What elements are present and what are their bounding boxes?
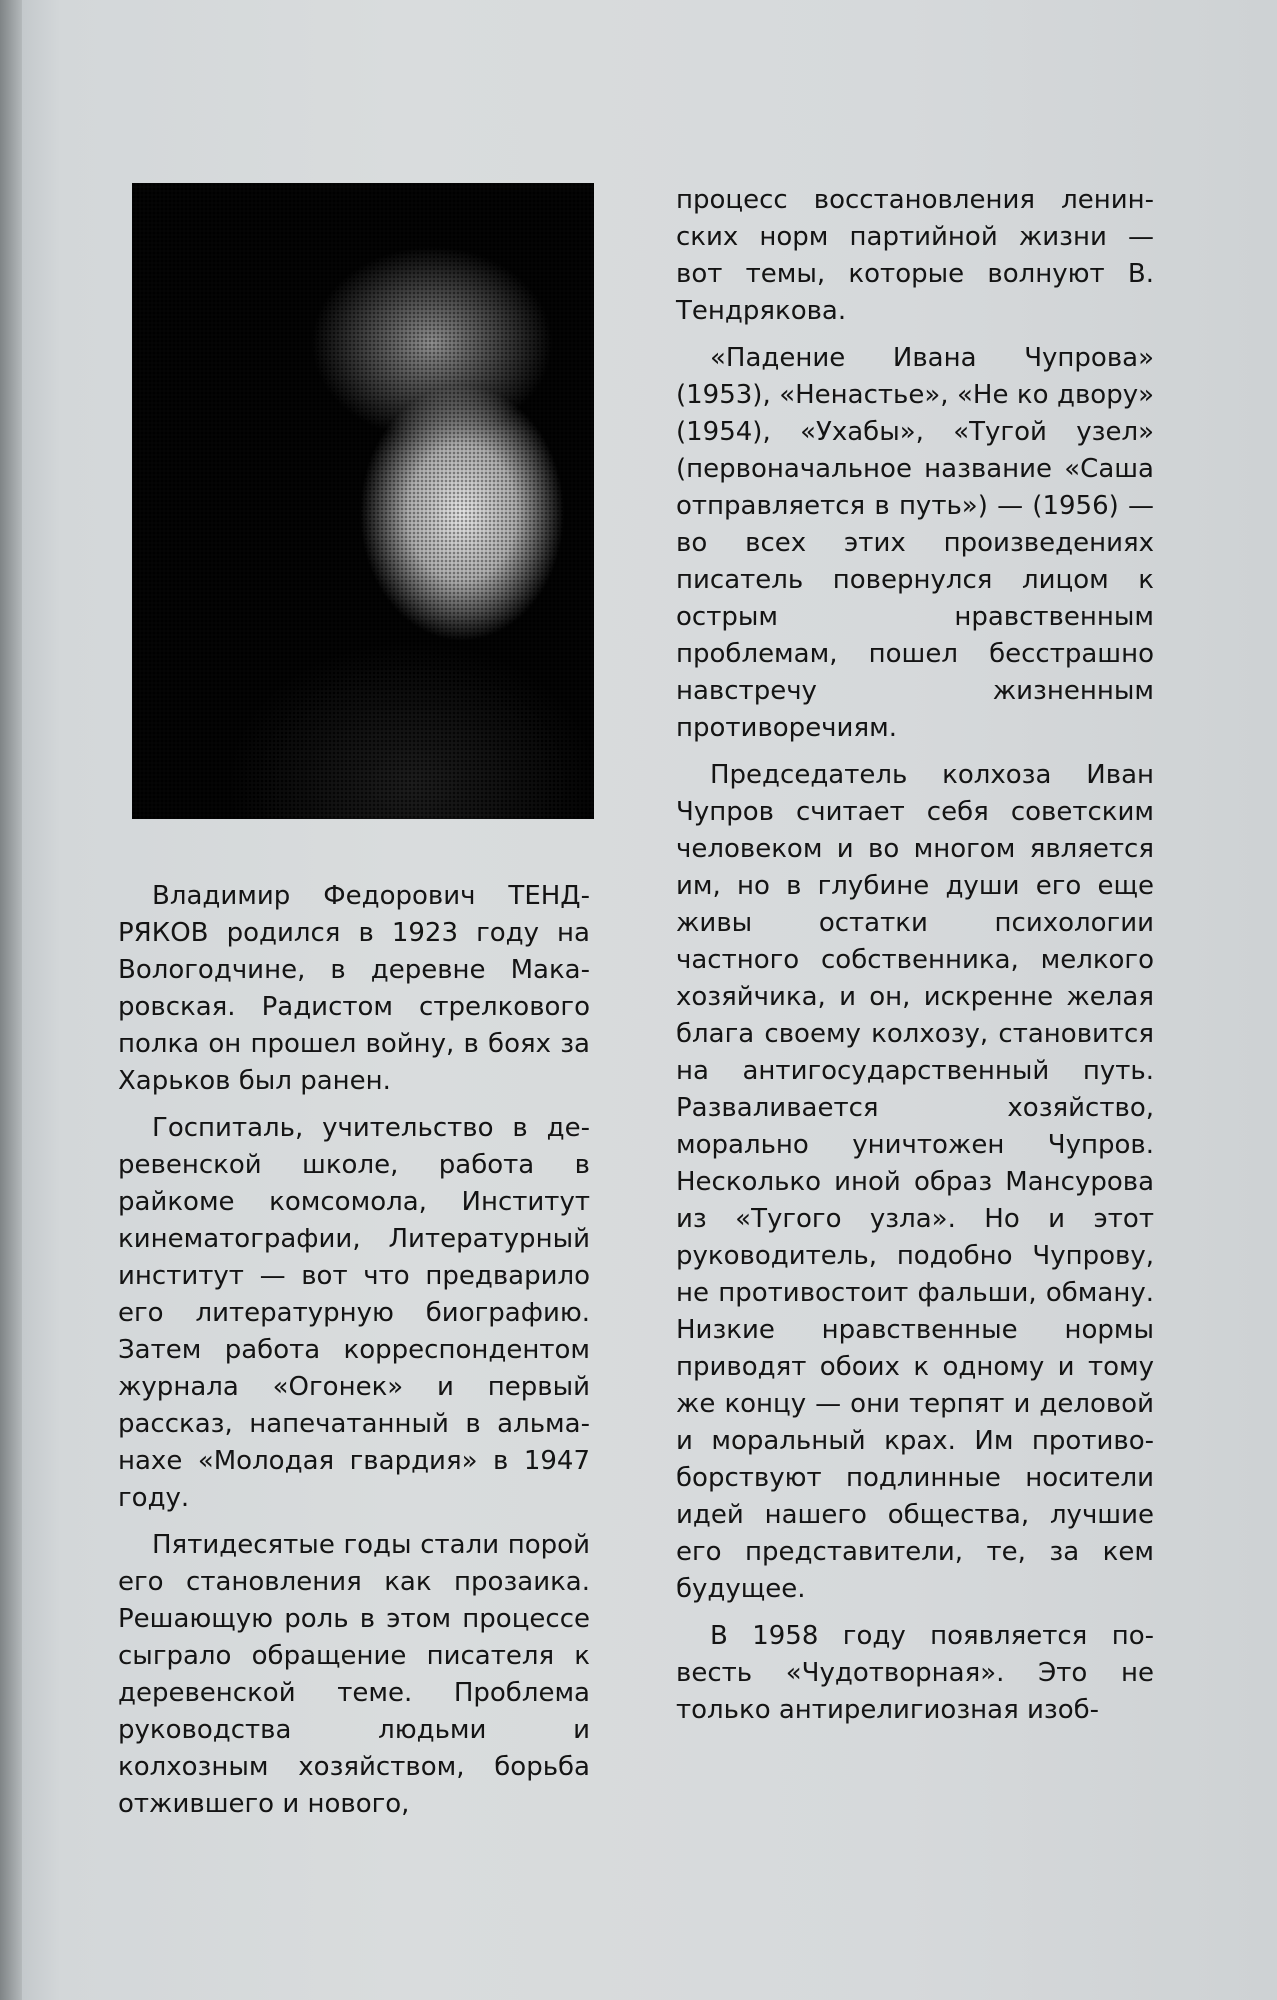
paragraph-fifties: Пятидесятые годы стали порой его становления как прозаика. Решающую роль в этом процессе сыграло обращение писателя к деревенской теме. Проблема руководства людьми и колхозным хозяйством, борьба отжившего и нового,: [118, 1530, 590, 1819]
paragraph-chuprov: Председатель колхоза Иван Чупров считает себя советским человеком и во многом является им, но в глубине души его еще живы остатки психологии частного собственника, мелкого хозяйчика, и он, искренне желая блага своему колхозу, становится на антигосударственный путь. Разваливается хозяйство, морально уничтожен Чупров. Несколько иной образ Мансурова из «Тугого узла». Но и этот руководитель, подобно Чупрову, не противостоит фальши, обману. Низкие нравственные нормы приводят обоих к одному и тому же концу — они терпят и деловой и моральный крах. Им противоборствуют подлинные носители идей нашего общества, лучшие его представители, те, за кем будущее.: [676, 760, 1154, 1604]
paragraph-biography: Владимир Федорович ТЕНДРЯКОВ родился в 1923 году на Вологодчине, в деревне Макаровская. Радистом стрелкового полка он прошел войну, в боях за Харьков был ранен.: [118, 881, 590, 1096]
paragraph-works-list: «Падение Ивана Чупрова» (1953), «Ненастье», «Не ко двору» (1954), «Ухабы», «Тугой узел» (первоначальное название «Саша отправляется в путь») — (1956) — во всех этих произведениях писатель повернулся лицом к острым нравственным проблемам, пошел бесстрашно навстречу жизненным противоречиям.: [676, 343, 1154, 743]
page-binding-shadow: [0, 0, 22, 2000]
paragraph-continuation: процесс восстановления ленинских норм партийной жизни — вот темы, которые волнуют В. Тендрякова.: [676, 185, 1154, 326]
author-portrait-photo: [132, 183, 594, 819]
paragraph-early-career: Госпиталь, учительство в деревенской школе, работа в райкоме комсомола, Институт кинематографии, Литературный институт — вот что предварило его литературную биографию. Затем работа корреспондентом журнала «Огонек» и первый рассказ, напечатанный в альманахе «Молодая гвардия» в 1947 году.: [118, 1113, 590, 1513]
left-text-column: [118, 878, 590, 1833]
right-text-column: [676, 182, 1154, 1739]
paragraph-1958: В 1958 году появляется повесть «Чудотворная». Это не только антирелигиозная изоб-: [676, 1621, 1154, 1725]
